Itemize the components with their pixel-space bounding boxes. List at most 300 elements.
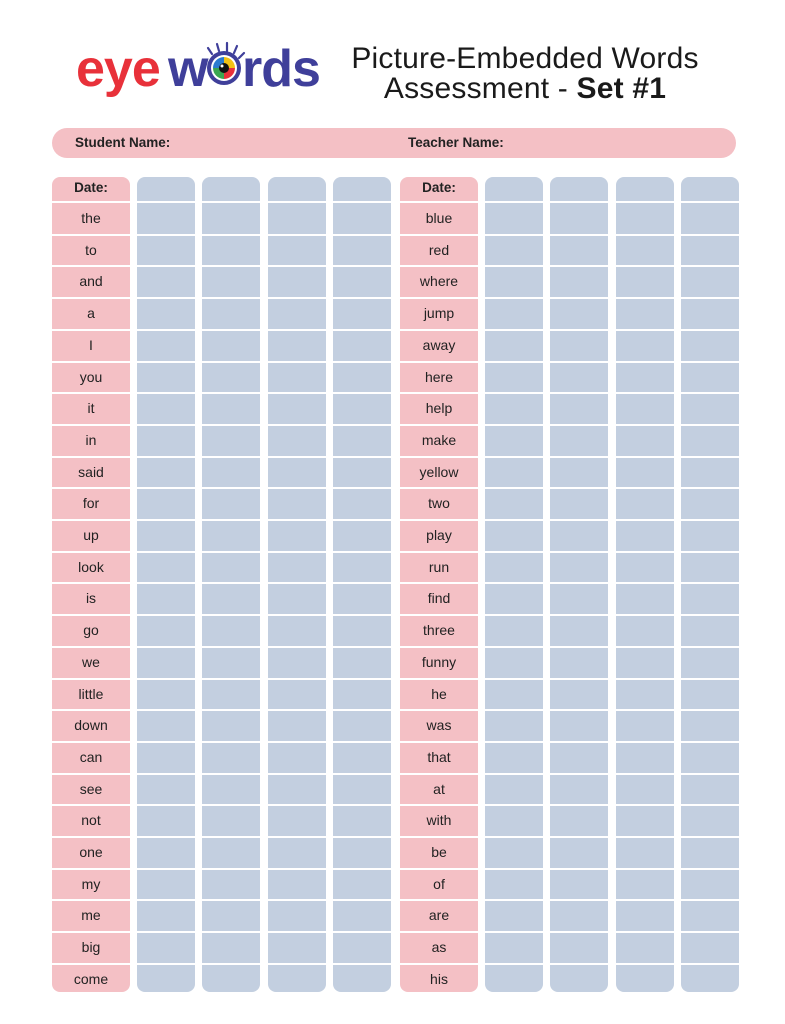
sight-word: two	[428, 495, 450, 512]
row-divider	[400, 361, 478, 363]
row-divider	[485, 265, 543, 267]
row-divider	[485, 456, 543, 458]
sight-word: is	[85, 590, 97, 607]
row-divider	[400, 582, 478, 584]
row-divider	[681, 234, 739, 236]
row-divider	[333, 836, 391, 838]
row-divider	[268, 646, 326, 648]
row-divider	[202, 868, 260, 870]
svg-text:rds: rds	[242, 40, 320, 98]
row-divider	[550, 519, 608, 521]
sight-word: up	[83, 527, 99, 543]
row-divider	[681, 582, 739, 584]
row-divider	[400, 456, 478, 458]
row-divider	[681, 424, 739, 426]
row-divider	[400, 297, 478, 299]
row-divider	[333, 582, 391, 584]
row-divider	[400, 234, 478, 236]
row-divider	[550, 963, 608, 965]
row-divider	[681, 392, 739, 394]
row-divider	[137, 868, 195, 870]
row-divider	[268, 804, 326, 806]
row-divider	[52, 201, 130, 203]
row-divider	[268, 297, 326, 299]
row-divider	[550, 709, 608, 711]
sight-word: where	[419, 273, 459, 290]
sight-word: the	[81, 210, 101, 226]
row-divider	[550, 582, 608, 584]
row-divider	[268, 201, 326, 203]
row-divider	[202, 234, 260, 236]
row-divider	[681, 519, 739, 521]
row-divider	[550, 868, 608, 870]
row-divider	[333, 424, 391, 426]
sight-word: little	[78, 685, 104, 702]
row-divider	[202, 551, 260, 553]
row-divider	[681, 361, 739, 363]
sight-word: was	[426, 717, 452, 734]
row-divider	[550, 424, 608, 426]
row-divider	[137, 709, 195, 711]
right-assessment-column-4[interactable]	[681, 177, 739, 992]
row-divider	[400, 519, 478, 521]
row-divider	[268, 773, 326, 775]
row-divider	[550, 931, 608, 933]
right-assessment-column-3[interactable]	[616, 177, 674, 992]
row-divider	[202, 804, 260, 806]
row-divider	[485, 899, 543, 901]
right-assessment-column-1[interactable]	[485, 177, 543, 992]
row-divider	[202, 265, 260, 267]
row-divider	[616, 551, 674, 553]
row-divider	[616, 646, 674, 648]
row-divider	[485, 551, 543, 553]
row-divider	[333, 361, 391, 363]
row-divider	[485, 329, 543, 331]
row-divider	[616, 265, 674, 267]
row-divider	[485, 646, 543, 648]
student-name-label: Student Name:	[75, 135, 171, 150]
sight-word: said	[78, 463, 104, 480]
row-divider	[268, 392, 326, 394]
row-divider	[485, 804, 543, 806]
row-divider	[333, 931, 391, 933]
row-divider	[616, 234, 674, 236]
row-divider	[616, 963, 674, 965]
row-divider	[400, 963, 478, 965]
row-divider	[550, 297, 608, 299]
row-divider	[52, 392, 130, 394]
date-label: Date:	[74, 180, 108, 195]
row-divider	[400, 551, 478, 553]
row-divider	[550, 329, 608, 331]
row-divider	[268, 551, 326, 553]
sight-word: are	[428, 907, 450, 924]
row-divider	[202, 201, 260, 203]
row-divider	[137, 456, 195, 458]
row-divider	[137, 646, 195, 648]
row-divider	[485, 519, 543, 521]
row-divider	[333, 773, 391, 775]
left-assessment-column-1[interactable]	[137, 177, 195, 992]
row-divider	[550, 678, 608, 680]
row-divider	[52, 868, 130, 870]
row-divider	[485, 201, 543, 203]
row-divider	[268, 329, 326, 331]
row-divider	[616, 678, 674, 680]
svg-text:w: w	[168, 40, 208, 98]
row-divider	[550, 773, 608, 775]
row-divider	[268, 519, 326, 521]
row-divider	[268, 678, 326, 680]
row-divider	[333, 519, 391, 521]
row-divider	[616, 519, 674, 521]
row-divider	[137, 773, 195, 775]
row-divider	[52, 963, 130, 965]
row-divider	[202, 646, 260, 648]
row-divider	[137, 392, 195, 394]
row-divider	[52, 234, 130, 236]
row-divider	[137, 582, 195, 584]
right-word-column	[400, 177, 478, 992]
sight-word: not	[81, 812, 101, 829]
row-divider	[400, 614, 478, 616]
row-divider	[137, 931, 195, 933]
sight-word: for	[82, 495, 100, 512]
row-divider	[485, 836, 543, 838]
row-divider	[616, 297, 674, 299]
row-divider	[681, 614, 739, 616]
sight-word: you	[79, 368, 103, 385]
row-divider	[268, 614, 326, 616]
sight-word: three	[423, 622, 455, 639]
left-assessment-column-4[interactable]	[333, 177, 391, 992]
row-divider	[681, 836, 739, 838]
sight-word: funny	[421, 653, 457, 670]
row-divider	[485, 234, 543, 236]
row-divider	[550, 646, 608, 648]
row-divider	[52, 519, 130, 521]
row-divider	[268, 899, 326, 901]
row-divider	[616, 614, 674, 616]
row-divider	[137, 424, 195, 426]
sight-word: of	[433, 875, 445, 892]
row-divider	[333, 804, 391, 806]
row-divider	[268, 234, 326, 236]
row-divider	[137, 551, 195, 553]
row-divider	[137, 361, 195, 363]
sight-word: I	[89, 336, 93, 353]
sight-word: me	[81, 907, 101, 924]
row-divider	[333, 265, 391, 267]
row-divider	[333, 899, 391, 901]
row-divider	[268, 265, 326, 267]
sight-word: one	[79, 844, 103, 860]
row-divider	[137, 201, 195, 203]
sight-word: can	[79, 748, 103, 765]
row-divider	[137, 678, 195, 680]
sight-word: away	[422, 336, 456, 353]
row-divider	[202, 614, 260, 616]
sight-word: red	[428, 241, 450, 258]
row-divider	[681, 297, 739, 299]
row-divider	[681, 456, 739, 458]
left-assessment-column-3[interactable]	[268, 177, 326, 992]
row-divider	[268, 709, 326, 711]
row-divider	[681, 963, 739, 965]
row-divider	[268, 931, 326, 933]
row-divider	[400, 773, 478, 775]
row-divider	[202, 582, 260, 584]
row-divider	[202, 519, 260, 521]
row-divider	[400, 741, 478, 743]
row-divider	[202, 361, 260, 363]
sight-word: big	[81, 939, 101, 956]
row-divider	[400, 201, 478, 203]
row-divider	[550, 741, 608, 743]
row-divider	[550, 804, 608, 806]
row-divider	[616, 836, 674, 838]
sight-word: at	[433, 780, 445, 797]
row-divider	[137, 741, 195, 743]
row-divider	[616, 582, 674, 584]
row-divider	[485, 931, 543, 933]
row-divider	[137, 614, 195, 616]
row-divider	[52, 804, 130, 806]
row-divider	[202, 392, 260, 394]
row-divider	[137, 519, 195, 521]
row-divider	[550, 614, 608, 616]
row-divider	[52, 456, 130, 458]
row-divider	[52, 582, 130, 584]
sight-word: down	[74, 717, 108, 734]
row-divider	[485, 678, 543, 680]
row-divider	[333, 646, 391, 648]
row-divider	[550, 265, 608, 267]
row-divider	[616, 868, 674, 870]
row-divider	[681, 931, 739, 933]
row-divider	[400, 329, 478, 331]
sight-word: it	[87, 400, 95, 417]
row-divider	[681, 265, 739, 267]
sight-word: find	[427, 590, 451, 607]
row-divider	[400, 424, 478, 426]
row-divider	[681, 899, 739, 901]
sight-word: a	[87, 305, 95, 322]
row-divider	[202, 836, 260, 838]
row-divider	[485, 392, 543, 394]
sight-word: he	[431, 685, 447, 702]
row-divider	[52, 836, 130, 838]
row-divider	[202, 963, 260, 965]
row-divider	[400, 392, 478, 394]
row-divider	[485, 709, 543, 711]
title-line-1: Picture-Embedded Words	[351, 42, 699, 75]
row-divider	[202, 487, 260, 489]
row-divider	[268, 487, 326, 489]
sight-word: we	[82, 653, 100, 670]
row-divider	[485, 741, 543, 743]
row-divider	[52, 709, 130, 711]
row-divider	[268, 963, 326, 965]
row-divider	[616, 804, 674, 806]
row-divider	[550, 361, 608, 363]
row-divider	[52, 931, 130, 933]
row-divider	[485, 361, 543, 363]
row-divider	[268, 456, 326, 458]
title-line-2-prefix: Assessment -	[383, 72, 577, 105]
row-divider	[616, 361, 674, 363]
row-divider	[550, 456, 608, 458]
sight-word: see	[79, 780, 103, 797]
row-divider	[268, 424, 326, 426]
row-divider	[52, 646, 130, 648]
row-divider	[137, 265, 195, 267]
row-divider	[681, 868, 739, 870]
sight-word: yellow	[419, 463, 459, 480]
row-divider	[268, 361, 326, 363]
sight-word: play	[426, 527, 452, 543]
row-divider	[333, 551, 391, 553]
row-divider	[52, 265, 130, 267]
sight-word: to	[85, 241, 97, 258]
sight-word: as	[431, 939, 447, 956]
teacher-name-label: Teacher Name:	[408, 135, 504, 150]
row-divider	[616, 487, 674, 489]
row-divider	[550, 201, 608, 203]
row-divider	[333, 234, 391, 236]
sight-word: here	[424, 368, 454, 385]
row-divider	[550, 899, 608, 901]
row-divider	[52, 773, 130, 775]
row-divider	[400, 709, 478, 711]
row-divider	[52, 551, 130, 553]
row-divider	[202, 773, 260, 775]
row-divider	[400, 868, 478, 870]
sight-word: my	[81, 875, 101, 892]
row-divider	[137, 329, 195, 331]
right-assessment-column-2[interactable]	[550, 177, 608, 992]
row-divider	[681, 201, 739, 203]
row-divider	[137, 899, 195, 901]
row-divider	[485, 297, 543, 299]
row-divider	[485, 614, 543, 616]
row-divider	[268, 582, 326, 584]
row-divider	[616, 899, 674, 901]
sight-word: with	[426, 812, 452, 829]
row-divider	[268, 868, 326, 870]
row-divider	[681, 551, 739, 553]
row-divider	[52, 487, 130, 489]
row-divider	[400, 678, 478, 680]
row-divider	[681, 804, 739, 806]
date-label: Date:	[422, 180, 456, 195]
sight-word: look	[78, 558, 104, 575]
row-divider	[52, 678, 130, 680]
row-divider	[485, 487, 543, 489]
row-divider	[400, 836, 478, 838]
row-divider	[485, 582, 543, 584]
set-number: Set #1	[576, 72, 667, 105]
row-divider	[333, 963, 391, 965]
row-divider	[52, 424, 130, 426]
row-divider	[333, 201, 391, 203]
row-divider	[333, 868, 391, 870]
row-divider	[550, 234, 608, 236]
row-divider	[485, 868, 543, 870]
row-divider	[616, 329, 674, 331]
row-divider	[333, 614, 391, 616]
row-divider	[681, 678, 739, 680]
row-divider	[333, 329, 391, 331]
row-divider	[333, 487, 391, 489]
svg-text:eye: eye	[76, 40, 160, 98]
row-divider	[268, 836, 326, 838]
row-divider	[616, 201, 674, 203]
row-divider	[616, 709, 674, 711]
row-divider	[202, 456, 260, 458]
left-word-column	[52, 177, 130, 992]
row-divider	[400, 804, 478, 806]
row-divider	[485, 773, 543, 775]
row-divider	[333, 678, 391, 680]
row-divider	[202, 709, 260, 711]
row-divider	[616, 456, 674, 458]
sight-word: make	[421, 431, 457, 448]
row-divider	[550, 551, 608, 553]
sight-word: his	[430, 970, 448, 987]
sight-word: in	[85, 431, 97, 448]
row-divider	[202, 899, 260, 901]
row-divider	[681, 773, 739, 775]
sight-word: be	[431, 844, 447, 860]
row-divider	[333, 297, 391, 299]
row-divider	[268, 741, 326, 743]
row-divider	[52, 329, 130, 331]
sight-word: blue	[425, 210, 453, 226]
row-divider	[202, 424, 260, 426]
row-divider	[681, 709, 739, 711]
sight-word: help	[425, 400, 453, 417]
row-divider	[52, 899, 130, 901]
row-divider	[333, 709, 391, 711]
row-divider	[681, 487, 739, 489]
row-divider	[52, 297, 130, 299]
row-divider	[137, 487, 195, 489]
row-divider	[616, 931, 674, 933]
row-divider	[681, 329, 739, 331]
sight-word: run	[428, 558, 450, 575]
sight-word: go	[83, 622, 99, 639]
left-assessment-column-2[interactable]	[202, 177, 260, 992]
row-divider	[52, 741, 130, 743]
row-divider	[202, 741, 260, 743]
sight-word: jump	[423, 305, 455, 322]
row-divider	[137, 297, 195, 299]
row-divider	[137, 836, 195, 838]
sight-word: come	[73, 970, 109, 987]
row-divider	[681, 646, 739, 648]
row-divider	[400, 899, 478, 901]
row-divider	[400, 487, 478, 489]
row-divider	[400, 931, 478, 933]
row-divider	[400, 265, 478, 267]
sight-word: and	[79, 273, 103, 290]
row-divider	[485, 424, 543, 426]
row-divider	[137, 804, 195, 806]
row-divider	[550, 392, 608, 394]
row-divider	[202, 297, 260, 299]
